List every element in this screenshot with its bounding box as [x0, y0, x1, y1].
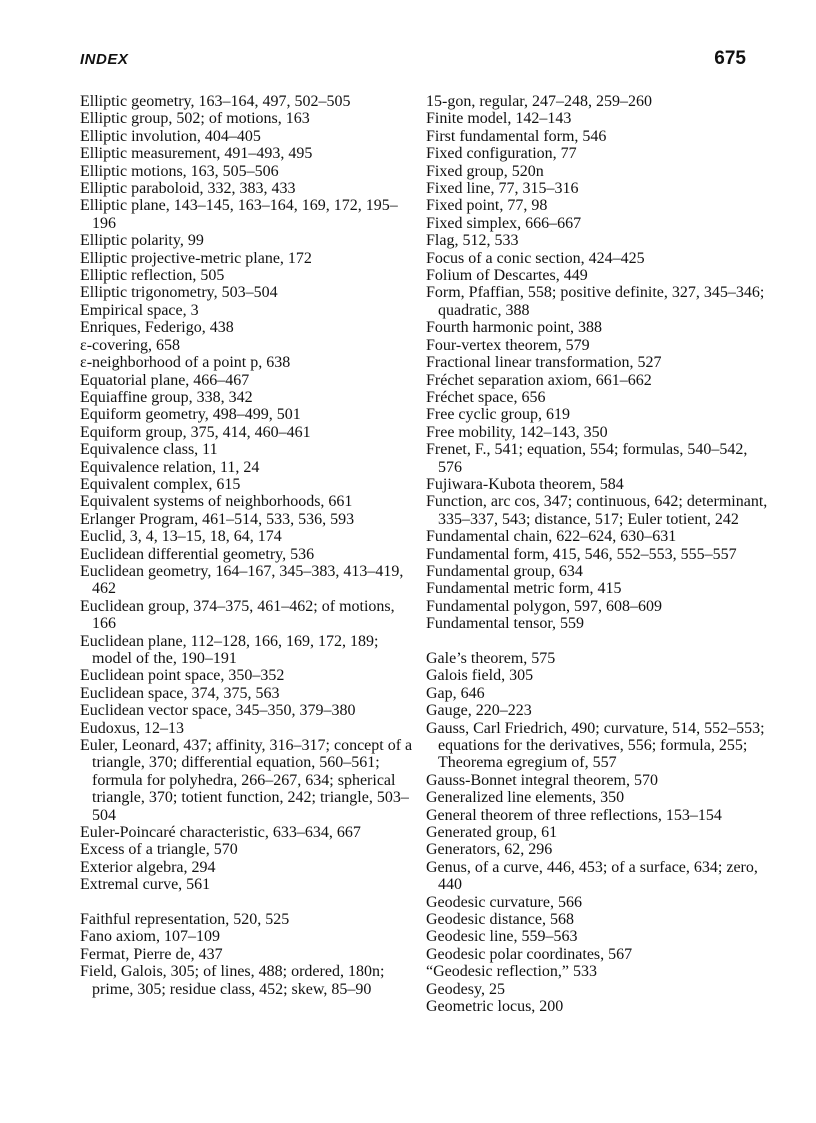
- index-entry: Fermat, Pierre de, 437: [80, 945, 223, 963]
- index-entry: Frenet, F., 541; equation, 554; formulas, 540–542, 576: [426, 441, 748, 476]
- index-entry: Elliptic plane, 143–145, 163–164, 169, 172, 195–196: [80, 197, 398, 232]
- index-entry: Fundamental tensor, 559: [426, 615, 584, 633]
- letter-section-gap: [80, 894, 420, 911]
- index-entry: Equiaffine group, 338, 342: [80, 388, 253, 406]
- index-entry: Elliptic geometry, 163–164, 497, 502–505: [80, 93, 351, 110]
- index-entry: Field, Galois, 305; of lines, 488; ordered, 180n; prime, 305; residue class, 452; skew, 85–90: [80, 963, 385, 998]
- index-entry: Equiform geometry, 498–499, 501: [80, 406, 301, 424]
- index-entry: Euclidean space, 374, 375, 563: [80, 684, 280, 702]
- index-entry: Fundamental form, 415, 546, 552–553, 555–557: [426, 545, 737, 563]
- index-entry: Geodesic polar coordinates, 567: [426, 945, 633, 963]
- index-entry: Equivalence class, 11: [80, 441, 218, 459]
- index-entry: Gale’s theorem, 575: [426, 649, 556, 667]
- index-entry: Function, arc cos, 347; continuous, 642; determinant, 335–337, 543; distance, 517; Euler totient, 242: [426, 493, 768, 528]
- index-entry: Focus of a conic section, 424–425: [426, 249, 645, 267]
- index-entry: Euclidean differential geometry, 536: [80, 545, 315, 563]
- index-entry: Free cyclic group, 619: [426, 406, 570, 424]
- index-entry: Fixed point, 77, 98: [426, 197, 548, 215]
- index-entry: Exterior algebra, 294: [80, 858, 216, 876]
- index-entry: Fundamental metric form, 415: [426, 580, 622, 598]
- index-entry: Elliptic projective-metric plane, 172: [80, 249, 312, 267]
- index-entry: Finite model, 142–143: [426, 110, 572, 128]
- index-entry: Elliptic measurement, 491–493, 495: [80, 145, 313, 163]
- index-entry: Elliptic polarity, 99: [80, 232, 204, 250]
- index-entry: Fourth harmonic point, 388: [426, 319, 602, 337]
- index-entry: Gap, 646: [426, 684, 485, 702]
- index-entry: Eudoxus, 12–13: [80, 719, 184, 737]
- index-entry: Elliptic group, 502; of motions, 163: [80, 110, 310, 128]
- index-entry: Euclidean plane, 112–128, 166, 169, 172, 189; model of the, 190–191: [80, 632, 379, 667]
- index-entry: Fundamental polygon, 597, 608–609: [426, 597, 662, 615]
- index-entry: Faithful representation, 520, 525: [80, 911, 290, 929]
- index-entry: Equivalent systems of neighborhoods, 661: [80, 493, 353, 511]
- index-entry: Euclidean point space, 350–352: [80, 667, 285, 685]
- index-column-left: [80, 93, 420, 998]
- index-entry: Form, Pfaffian, 558; positive definite, 327, 345–346; quadratic, 388: [426, 284, 765, 319]
- running-header: INDEX: [80, 51, 129, 68]
- index-entry: Flag, 512, 533: [426, 232, 519, 250]
- index-entry: Genus, of a curve, 446, 453; of a surface, 634; zero, 440: [426, 858, 758, 894]
- index-entry: Extremal curve, 561: [80, 876, 211, 894]
- index-entry: Equivalence relation, 11, 24: [80, 458, 260, 476]
- index-entry: Fujiwara-Kubota theorem, 584: [426, 475, 624, 493]
- index-entry: Equiform group, 375, 414, 460–461: [80, 423, 311, 441]
- index-entry: 15-gon, regular, 247–248, 259–260: [426, 93, 652, 110]
- index-entry: Fractional linear transformation, 527: [426, 354, 662, 372]
- index-entry: Generalized line elements, 350: [426, 789, 625, 807]
- index-entry: Fano axiom, 107–109: [80, 928, 220, 946]
- index-entry: Equivalent complex, 615: [80, 475, 241, 493]
- index-entry: Generators, 62, 296: [426, 841, 553, 859]
- index-entry: Elliptic reflection, 505: [80, 267, 225, 285]
- index-entry: Euclidean geometry, 164–167, 345–383, 413–419, 462: [80, 562, 404, 598]
- index-entry: Fréchet space, 656: [426, 388, 546, 406]
- index-entry: Geodesy, 25: [426, 980, 505, 998]
- index-entry: Euclidean vector space, 345–350, 379–380: [80, 702, 356, 720]
- index-entry: Elliptic involution, 404–405: [80, 127, 261, 145]
- index-entry: ε-covering, 658: [80, 336, 181, 354]
- index-entry: Elliptic trigonometry, 503–504: [80, 284, 278, 302]
- index-entry: Geodesic distance, 568: [426, 911, 574, 929]
- index-entry: Gauss, Carl Friedrich, 490; curvature, 514, 552–553; equations for the derivatives, 556; formula, 255; Theorema egregium of, 557: [426, 719, 765, 772]
- index-entry: Fixed simplex, 666–667: [426, 214, 582, 232]
- index-entry: Fréchet separation axiom, 661–662: [426, 371, 652, 389]
- index-entry: General theorem of three reflections, 153–154: [426, 806, 722, 824]
- index-entry: Fixed group, 520n: [426, 162, 544, 180]
- index-column-right: [426, 93, 771, 1016]
- index-entry: Geodesic curvature, 566: [426, 893, 582, 911]
- index-entry: Free mobility, 142–143, 350: [426, 423, 608, 441]
- page-number: 675: [714, 48, 746, 69]
- index-entry: Euler-Poincaré characteristic, 633–634, 667: [80, 824, 361, 842]
- index-entry: Euclid, 3, 4, 13–15, 18, 64, 174: [80, 528, 282, 546]
- index-entry: Gauge, 220–223: [426, 702, 532, 720]
- index-entry: Fixed line, 77, 315–316: [426, 180, 579, 198]
- index-entry: ε-neighborhood of a point p, 638: [80, 354, 291, 372]
- index-entry: Gauss-Bonnet integral theorem, 570: [426, 771, 658, 789]
- index-entry: Erlanger Program, 461–514, 533, 536, 593: [80, 510, 355, 528]
- index-entry: Empirical space, 3: [80, 301, 199, 319]
- index-entry: Geodesic line, 559–563: [426, 928, 578, 946]
- index-entry: Equatorial plane, 466–467: [80, 371, 250, 389]
- index-entry: Euler, Leonard, 437; affinity, 316–317; concept of a triangle, 370; differential equation, 560–561; formula for polyhedra, 266–267, 634; spherical triangle, 370; totient function, 242; triangle, 503–504: [80, 737, 413, 824]
- index-entry: Geometric locus, 200: [426, 998, 564, 1016]
- index-entry: Fundamental group, 634: [426, 562, 583, 580]
- index-entry: Folium of Descartes, 449: [426, 267, 588, 285]
- index-entry: Euclidean group, 374–375, 461–462; of motions, 166: [80, 597, 395, 633]
- index-entry: Generated group, 61: [426, 824, 558, 842]
- index-entry: Fixed configuration, 77: [426, 145, 577, 163]
- index-entry: “Geodesic reflection,” 533: [426, 963, 598, 981]
- letter-section-gap: [426, 633, 771, 650]
- index-entry: Enriques, Federigo, 438: [80, 319, 234, 337]
- index-entry: Galois field, 305: [426, 667, 534, 685]
- index-entry: Elliptic paraboloid, 332, 383, 433: [80, 180, 296, 198]
- index-entry: First fundamental form, 546: [426, 127, 607, 145]
- index-entry: Fundamental chain, 622–624, 630–631: [426, 528, 677, 546]
- index-entry: Excess of a triangle, 570: [80, 841, 238, 859]
- index-entry: Four-vertex theorem, 579: [426, 336, 590, 354]
- index-entry: Elliptic motions, 163, 505–506: [80, 162, 279, 180]
